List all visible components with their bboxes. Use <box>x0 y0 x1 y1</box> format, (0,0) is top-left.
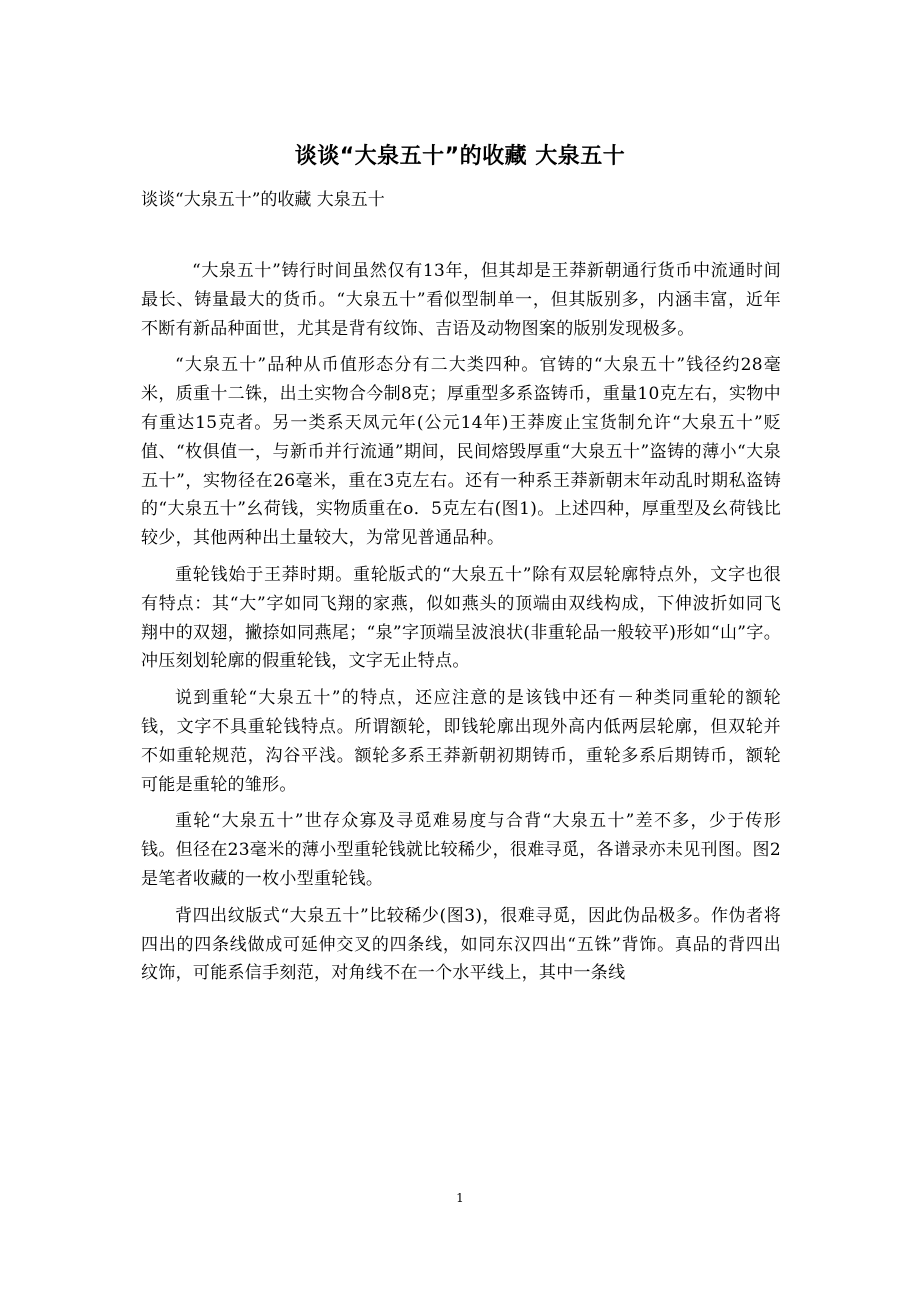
paragraph-6: 背四出纹版式“大泉五十”比较稀少(图3)，很难寻觅，因此伪品极多。作伪者将四出的四条线做成可延伸交叉的四条线，如同东汉四出“五铢”背饰。真品的背四出纹饰，可能系信手刻范，对角线不在一个水平线上，其中一条线 <box>141 905 781 984</box>
page-number: 1 <box>456 1191 464 1205</box>
paragraph-2: “大泉五十”品种从币值形态分有二大类四种。官铸的“大泉五十”钱径约28毫米，质重十二铢，出土实物合今制8克；厚重型多系盗铸币，重量10克左右，实物中有重达15克者。另一类系天凤元年(公元14年)王莽废止宝货制允许“大泉五十”贬值、“枚俱值一，与新币并行流通”期间，民间熔毁厚重“大泉五十”盗铸的薄小“大泉五十”，实物径在26毫米，重在3克左右。还有一种系王莽新朝末年动乱时期私盗铸的“大泉五十”幺荷钱，实物质重在o．5克左右(图1)。上述四种，厚重型及幺荷钱比较少，其他两种出土量较大，为常见普通品种。 <box>141 355 781 549</box>
paragraph-4: 说到重轮“大泉五十”的特点，还应注意的是该钱中还有－种类同重轮的额轮钱，文字不具重轮钱特点。所谓额轮，即钱轮廓出现外高内低两层轮廓，但双轮并不如重轮规范，沟谷平浅。额轮多系王莽新朝初期铸币，重轮多系后期铸币，额轮可能是重轮的雏形。 <box>141 688 781 795</box>
paragraph-3: 重轮钱始于王莽时期。重轮版式的“大泉五十”除有双层轮廓特点外，文字也很有特点：其“大”字如同飞翔的家燕，似如燕头的顶端由双线构成，下伸波折如同飞翔中的双翅，撇捺如同燕尾；“泉”字顶端呈波浪状(非重轮品一般较平)形如“山”字。冲压刻划轮廓的假重轮钱，文字无止特点。 <box>141 564 781 672</box>
document-body <box>141 257 781 996</box>
paragraph-1: “大泉五十”铸行时间虽然仅有13年，但其却是王莽新朝通行货币中流通时间最长、铸量最大的货币。“大泉五十”看似型制单一，但其版别多，内涵丰富，近年不断有新品种面世，尤其是背有纹饰、吉语及动物图案的版别发现极多。 <box>141 261 781 339</box>
paragraph-5: 重轮“大泉五十”世存众寡及寻觅难易度与合背“大泉五十”差不多，少于传形钱。但径在23毫米的薄小型重轮钱就比较稀少，很难寻觅，各谱录亦未见刊图。图2是笔者收藏的一枚小型重轮钱。 <box>141 811 781 889</box>
document-subtitle: 谈谈“大泉五十”的收藏 大泉五十 <box>141 190 385 210</box>
document-title: 谈谈“大泉五十”的收藏 大泉五十 <box>294 144 626 169</box>
